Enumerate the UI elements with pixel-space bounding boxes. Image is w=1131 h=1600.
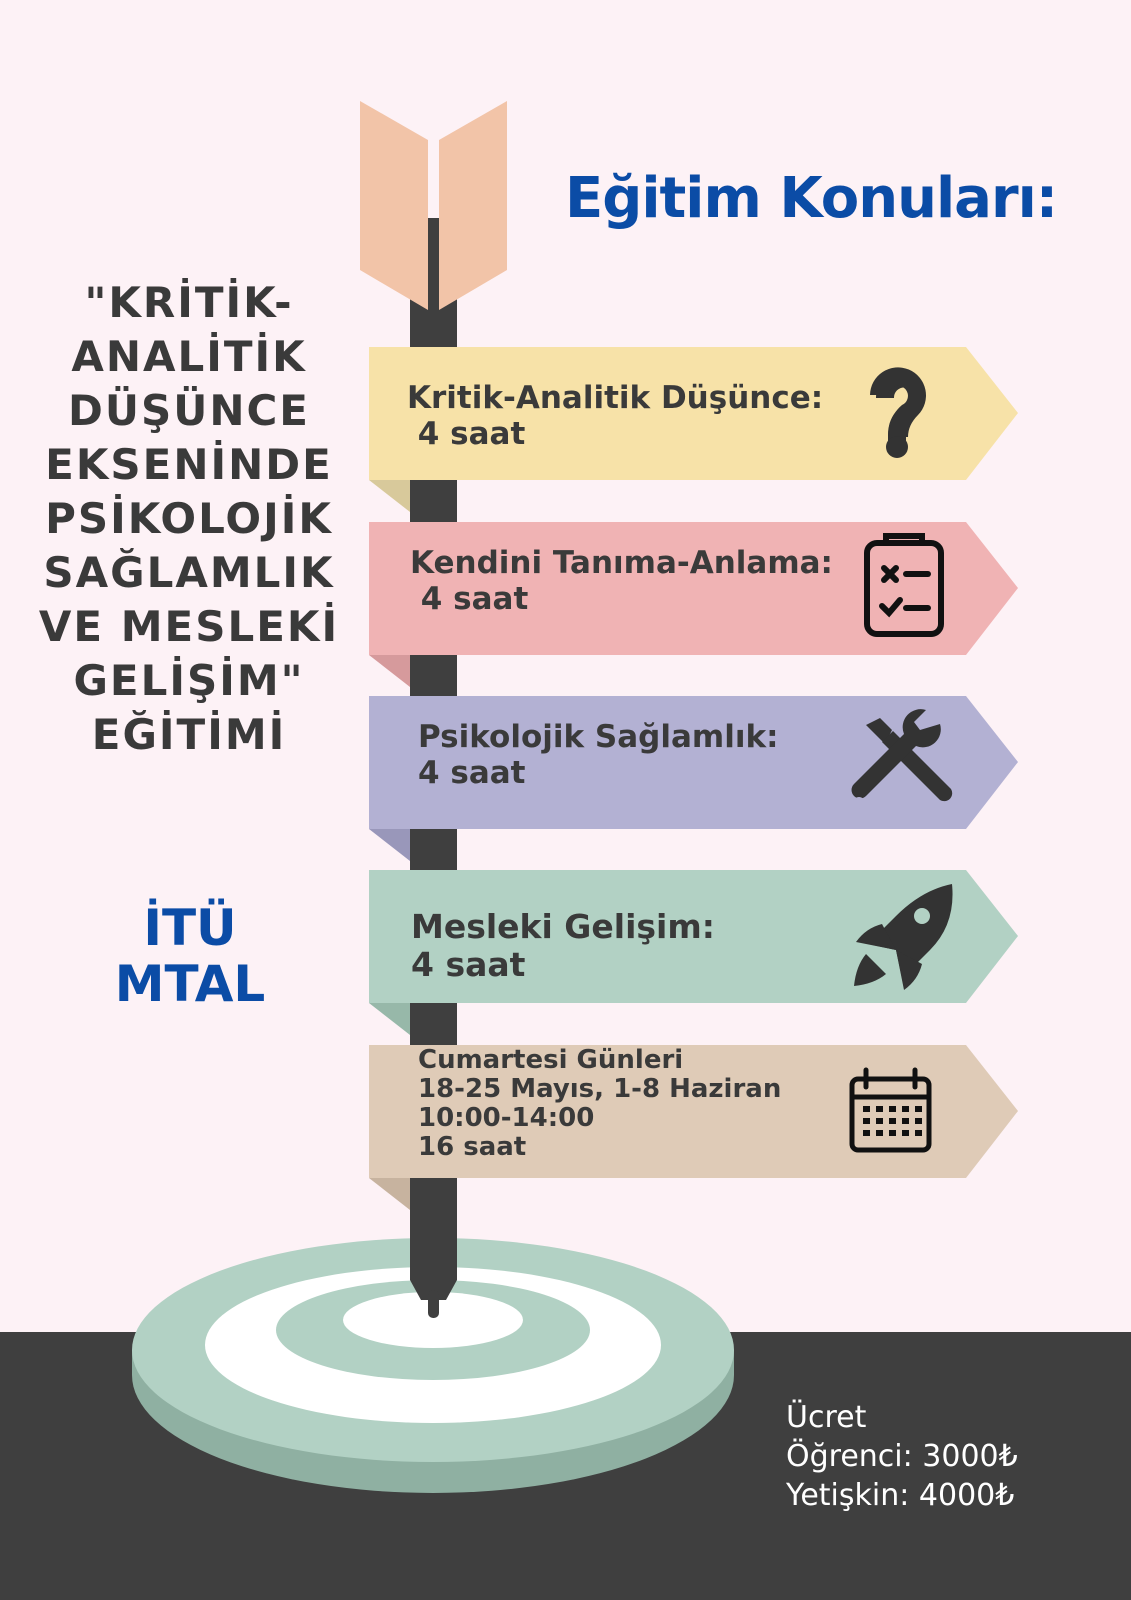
schedule-info xyxy=(418,1046,781,1162)
topic-duration: 4 saat xyxy=(407,416,526,452)
sign-fold xyxy=(369,480,410,512)
sign-fold xyxy=(369,829,410,861)
topic-name: Mesleki Gelişim: xyxy=(411,907,715,946)
sign-fold xyxy=(369,1003,410,1035)
course-title-line: GELİŞİM" xyxy=(73,656,305,705)
topic-critical-thinking xyxy=(407,380,823,452)
organization-line: MTAL xyxy=(114,955,266,1013)
course-title-line: "KRİTİK- xyxy=(84,278,294,327)
course-title-line: EĞİTİMİ xyxy=(91,710,287,759)
course-title xyxy=(20,276,358,762)
topic-self-awareness xyxy=(410,545,833,617)
topic-professional-development xyxy=(411,908,715,984)
organization-line: İTÜ xyxy=(143,899,237,957)
topic-resilience xyxy=(418,719,778,791)
course-title-line: SAĞLAMLIK xyxy=(43,548,335,597)
schedule-dates: 18-25 Mayıs, 1-8 Haziran xyxy=(418,1074,782,1104)
pricing-info xyxy=(786,1398,1018,1515)
schedule-days: Cumartesi Günleri xyxy=(418,1045,684,1075)
pricing-label: Ücret xyxy=(786,1400,867,1435)
schedule-total-hours: 16 saat xyxy=(418,1132,527,1162)
pricing-adult: Yetişkin: 4000₺ xyxy=(786,1478,1015,1513)
topic-duration: 4 saat xyxy=(411,945,526,984)
course-title-line: EKSENİNDE xyxy=(45,440,333,489)
page-title: Eğitim Konuları: xyxy=(565,166,1058,231)
sign-fold xyxy=(369,655,410,687)
course-title-line: ANALİTİK xyxy=(71,332,307,381)
topic-duration: 4 saat xyxy=(410,581,529,617)
topic-duration: 4 saat xyxy=(418,755,526,791)
topic-name: Kritik-Analitik Düşünce: xyxy=(407,380,824,416)
topic-name: Kendini Tanıma-Anlama: xyxy=(410,545,833,581)
organization-name xyxy=(70,900,310,1012)
topic-name: Psikolojik Sağlamlık: xyxy=(418,719,779,755)
course-title-line: DÜŞÜNCE xyxy=(68,386,310,435)
schedule-time: 10:00-14:00 xyxy=(418,1103,595,1133)
sign-fold xyxy=(369,1178,410,1210)
pricing-student: Öğrenci: 3000₺ xyxy=(786,1439,1018,1474)
course-title-line: PSİKOLOJİK xyxy=(45,494,333,543)
course-title-line: VE MESLEKİ xyxy=(38,602,340,651)
